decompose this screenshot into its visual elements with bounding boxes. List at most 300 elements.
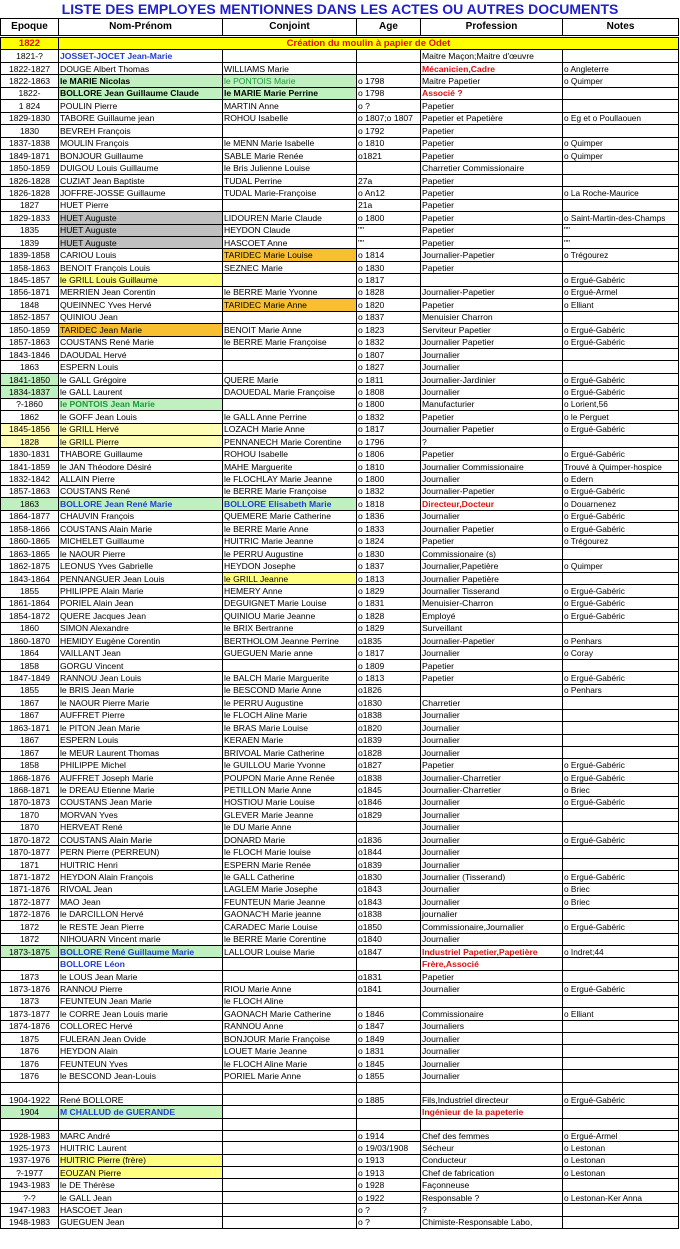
cell-epoque: 1822-1863 bbox=[1, 75, 59, 87]
table-row bbox=[1, 199, 679, 211]
cell-age: o1835 bbox=[357, 635, 421, 647]
cell-epoque: 1947-1983 bbox=[1, 1204, 59, 1216]
cell-conjoint: le DU Marie Anne bbox=[223, 821, 357, 833]
cell-profession: Journalier bbox=[421, 858, 563, 870]
cell-age bbox=[357, 1118, 421, 1130]
cell-epoque: 1858 bbox=[1, 659, 59, 671]
cell-notes bbox=[563, 659, 679, 671]
cell-epoque: 1861-1864 bbox=[1, 597, 59, 609]
cell-profession: Associé ? bbox=[421, 87, 563, 99]
cell-profession: Employé bbox=[421, 610, 563, 622]
cell-notes: o Lestonan-Ker Anna bbox=[563, 1191, 679, 1203]
cell-age: o 1832 bbox=[357, 336, 421, 348]
table-row bbox=[1, 324, 679, 336]
cell-epoque: 1948-1983 bbox=[1, 1216, 59, 1228]
cell-notes bbox=[563, 348, 679, 360]
cell-profession: Journalier (Tisserand) bbox=[421, 871, 563, 883]
cell-nom: PENNANGUER Jean Louis bbox=[59, 572, 223, 584]
cell-nom: TABORE Guillaume jean bbox=[59, 112, 223, 124]
cell-conjoint: le BALCH Marie Marguerite bbox=[223, 672, 357, 684]
cell-age: o 1798 bbox=[357, 87, 421, 99]
cell-conjoint: le PERRU Augustine bbox=[223, 697, 357, 709]
table-row bbox=[1, 1118, 679, 1130]
cell-age bbox=[357, 162, 421, 174]
cell-profession: Mécanicien,Cadre bbox=[421, 62, 563, 74]
cell-conjoint: LOUET Marie Jeanne bbox=[223, 1045, 357, 1057]
cell-epoque: 1843-1864 bbox=[1, 572, 59, 584]
cell-epoque: 1875 bbox=[1, 1033, 59, 1045]
cell-age: o 1823 bbox=[357, 324, 421, 336]
cell-notes: o Quimper bbox=[563, 137, 679, 149]
cell-age: o 1845 bbox=[357, 1057, 421, 1069]
cell-age: o 1824 bbox=[357, 535, 421, 547]
cell-profession: ? bbox=[421, 1204, 563, 1216]
cell-conjoint: BRIVOAL Marie Catherine bbox=[223, 746, 357, 758]
cell-conjoint: le FLOCHLAY Marie Jeanne bbox=[223, 473, 357, 485]
cell-age: "" bbox=[357, 237, 421, 249]
cell-nom: HUET Auguste bbox=[59, 224, 223, 236]
cell-age: o1838 bbox=[357, 709, 421, 721]
table-row bbox=[1, 821, 679, 833]
cell-notes bbox=[563, 908, 679, 920]
cell-nom: le GALL Jean bbox=[59, 1191, 223, 1203]
cell-age: o 1828 bbox=[357, 286, 421, 298]
cell-epoque: 1870 bbox=[1, 821, 59, 833]
cell-profession: Sécheur bbox=[421, 1142, 563, 1154]
cell-conjoint: ROHOU Isabelle bbox=[223, 112, 357, 124]
table-row bbox=[1, 722, 679, 734]
cell-notes bbox=[563, 174, 679, 186]
cell-epoque: 1876 bbox=[1, 1045, 59, 1057]
table-row bbox=[1, 187, 679, 199]
cell-age: o 1827 bbox=[357, 361, 421, 373]
cell-conjoint bbox=[223, 50, 357, 62]
table-row bbox=[1, 622, 679, 634]
cell-epoque bbox=[1, 1082, 59, 1094]
cell-notes bbox=[563, 87, 679, 99]
cell-age: o ? bbox=[357, 100, 421, 112]
table-row bbox=[1, 834, 679, 846]
cell-age: o ? bbox=[357, 1204, 421, 1216]
cell-notes bbox=[563, 809, 679, 821]
cell-nom: BEVREH François bbox=[59, 125, 223, 137]
cell-notes: o Briec bbox=[563, 883, 679, 895]
cell-age: o1846 bbox=[357, 796, 421, 808]
cell-nom: le RESTE Jean Pierre bbox=[59, 921, 223, 933]
table-row bbox=[1, 1204, 679, 1216]
cell-age: o 1836 bbox=[357, 510, 421, 522]
col-header-nom: Nom-Prénom bbox=[59, 19, 223, 37]
cell-nom: MOULIN François bbox=[59, 137, 223, 149]
table-row bbox=[1, 149, 679, 161]
table-row bbox=[1, 809, 679, 821]
cell-notes: o Ergué-Armel bbox=[563, 1131, 679, 1142]
cell-profession: Chef des femmes bbox=[421, 1131, 563, 1142]
cell-conjoint bbox=[223, 274, 357, 286]
cell-age: o 1831 bbox=[357, 1045, 421, 1057]
table-row bbox=[1, 970, 679, 982]
cell-notes: o Lestonan bbox=[563, 1154, 679, 1166]
cell-profession: Chimiste-Responsable Labo, bbox=[421, 1216, 563, 1228]
cell-notes bbox=[563, 958, 679, 970]
cell-notes: o Ergué-Gabéric bbox=[563, 386, 679, 398]
cell-conjoint bbox=[223, 970, 357, 982]
table-row bbox=[1, 162, 679, 174]
cell-epoque: 1827 bbox=[1, 199, 59, 211]
cell-notes: o Ergué-Gabéric bbox=[563, 610, 679, 622]
cell-notes bbox=[563, 125, 679, 137]
cell-conjoint: MAHE Marguerite bbox=[223, 460, 357, 472]
cell-nom: QUINIOU Jean bbox=[59, 311, 223, 323]
cell-notes: o Quimper bbox=[563, 149, 679, 161]
cell-age: o1826 bbox=[357, 684, 421, 696]
table-row bbox=[1, 610, 679, 622]
cell-epoque: 1872-1876 bbox=[1, 908, 59, 920]
cell-nom: le GALL Laurent bbox=[59, 386, 223, 398]
cell-conjoint: DEGUIGNET Marie Louise bbox=[223, 597, 357, 609]
cell-notes: Trouvé à Quimper-hospice bbox=[563, 460, 679, 472]
cell-epoque: 1828 bbox=[1, 436, 59, 448]
cell-epoque: 1858-1863 bbox=[1, 261, 59, 273]
cell-epoque: 1873 bbox=[1, 970, 59, 982]
cell-notes bbox=[563, 697, 679, 709]
cell-conjoint: BERTHOLOM Jeanne Perrine bbox=[223, 635, 357, 647]
cell-nom: ALLAIN Pierre bbox=[59, 473, 223, 485]
cell-epoque: 1873-1876 bbox=[1, 983, 59, 995]
cell-age: o 1810 bbox=[357, 460, 421, 472]
cell-epoque: 1867 bbox=[1, 734, 59, 746]
cell-nom: HASCOET Jean bbox=[59, 1204, 223, 1216]
cell-epoque: 1870-1872 bbox=[1, 834, 59, 846]
table-row bbox=[1, 883, 679, 895]
cell-profession: Papetier bbox=[421, 970, 563, 982]
table-row bbox=[1, 734, 679, 746]
cell-age: o1839 bbox=[357, 734, 421, 746]
cell-profession: Journalier bbox=[421, 846, 563, 858]
cell-conjoint: le FLOCH Aline Marie bbox=[223, 1057, 357, 1069]
cell-conjoint: LOZACH Marie Anne bbox=[223, 423, 357, 435]
table-row bbox=[1, 771, 679, 783]
cell-conjoint: SABLE Marie Renée bbox=[223, 149, 357, 161]
cell-notes: o Edern bbox=[563, 473, 679, 485]
cell-epoque: 1832-1842 bbox=[1, 473, 59, 485]
cell-epoque: 1868-1871 bbox=[1, 784, 59, 796]
cell-profession: Journalier-Papetier bbox=[421, 635, 563, 647]
cell-notes: o Trégourez bbox=[563, 249, 679, 261]
cell-epoque: 1826-1828 bbox=[1, 187, 59, 199]
cell-profession: Papetier bbox=[421, 535, 563, 547]
cell-profession: Journalier bbox=[421, 834, 563, 846]
cell-nom: JOFFRE-JOSSE Guillaume bbox=[59, 187, 223, 199]
cell-notes: o Ergué-Gabéric bbox=[563, 834, 679, 846]
table-row bbox=[1, 921, 679, 933]
cell-profession bbox=[421, 1118, 563, 1130]
cell-epoque: 1943-1983 bbox=[1, 1179, 59, 1191]
table-row bbox=[1, 137, 679, 149]
cell-conjoint: le BERRE Marie Françoise bbox=[223, 336, 357, 348]
cell-notes bbox=[563, 995, 679, 1007]
cell-epoque: 1863 bbox=[1, 361, 59, 373]
cell-profession: Papetier bbox=[421, 174, 563, 186]
table-row bbox=[1, 373, 679, 385]
table-row bbox=[1, 1142, 679, 1154]
cell-epoque: 1873-1875 bbox=[1, 945, 59, 957]
cell-age: o 1807 bbox=[357, 348, 421, 360]
cell-conjoint: GAONACH Marie Catherine bbox=[223, 1008, 357, 1020]
cell-nom: BOLLORE Jean Guillaume Claude bbox=[59, 87, 223, 99]
table-row bbox=[1, 336, 679, 348]
cell-conjoint bbox=[223, 1179, 357, 1191]
cell-age bbox=[357, 1082, 421, 1094]
cell-age: "" bbox=[357, 224, 421, 236]
cell-notes: o Ergué-Gabéric bbox=[563, 373, 679, 385]
table-row bbox=[1, 560, 679, 572]
cell-profession: Journalier bbox=[421, 722, 563, 734]
cell-nom: FEUNTEUN Jean Marie bbox=[59, 995, 223, 1007]
cell-notes: o Ergué-Gabéric bbox=[563, 983, 679, 995]
cell-notes bbox=[563, 821, 679, 833]
cell-profession: Papetier bbox=[421, 137, 563, 149]
cell-epoque: 1 824 bbox=[1, 100, 59, 112]
cell-profession bbox=[421, 1082, 563, 1094]
cell-conjoint: MARTIN Anne bbox=[223, 100, 357, 112]
table-row bbox=[1, 498, 679, 510]
cell-profession: Journalier Papetière bbox=[421, 572, 563, 584]
cell-notes: o Quimper bbox=[563, 75, 679, 87]
cell-notes bbox=[563, 572, 679, 584]
cell-nom: le GRILL Hervé bbox=[59, 423, 223, 435]
cell-age: o 1829 bbox=[357, 585, 421, 597]
cell-epoque: 1867 bbox=[1, 746, 59, 758]
cell-conjoint: le GRILL Jeanne bbox=[223, 572, 357, 584]
cell-conjoint: le PONTOIS Marie bbox=[223, 75, 357, 87]
banner-row bbox=[1, 37, 679, 50]
cell-notes bbox=[563, 311, 679, 323]
cell-conjoint bbox=[223, 1082, 357, 1094]
cell-profession: Journalier-Charretier bbox=[421, 784, 563, 796]
cell-nom: le PITON Jean Marie bbox=[59, 722, 223, 734]
cell-epoque: 1858 bbox=[1, 759, 59, 771]
cell-notes bbox=[563, 261, 679, 273]
cell-epoque: 1822-1827 bbox=[1, 62, 59, 74]
col-header-notes: Notes bbox=[563, 19, 679, 37]
cell-epoque: 1850-1859 bbox=[1, 324, 59, 336]
cell-profession: Papetier bbox=[421, 224, 563, 236]
cell-age: o1827 bbox=[357, 759, 421, 771]
cell-epoque: 1864 bbox=[1, 647, 59, 659]
cell-nom: COUSTANS Alain Marie bbox=[59, 523, 223, 535]
cell-nom: HERVEAT René bbox=[59, 821, 223, 833]
cell-notes: o Briec bbox=[563, 784, 679, 796]
cell-epoque: 1829-1830 bbox=[1, 112, 59, 124]
cell-nom: PHILIPPE Michel bbox=[59, 759, 223, 771]
cell-nom: BOLLORE René Guillaume Marie bbox=[59, 945, 223, 957]
cell-epoque: 1874-1876 bbox=[1, 1020, 59, 1032]
cell-age: o 1855 bbox=[357, 1070, 421, 1082]
cell-conjoint: CARADEC Marie Louise bbox=[223, 921, 357, 933]
cell-nom: MAO Jean bbox=[59, 896, 223, 908]
cell-conjoint: QUEMERE Marie Catherine bbox=[223, 510, 357, 522]
cell-nom: RANNOU Jean Louis bbox=[59, 672, 223, 684]
table-row bbox=[1, 908, 679, 920]
cell-profession: Papetier bbox=[421, 411, 563, 423]
cell-conjoint: TARIDEC Marie Louise bbox=[223, 249, 357, 261]
table-row bbox=[1, 709, 679, 721]
cell-age: o1839 bbox=[357, 858, 421, 870]
cell-epoque: 1856-1871 bbox=[1, 286, 59, 298]
cell-age: o ? bbox=[357, 1216, 421, 1228]
cell-epoque: 1849-1871 bbox=[1, 149, 59, 161]
cell-nom: le LOUS Jean Marie bbox=[59, 970, 223, 982]
cell-notes: o Coray bbox=[563, 647, 679, 659]
table-row bbox=[1, 896, 679, 908]
cell-profession: Maitre Maçon;Maitre d'œuvre bbox=[421, 50, 563, 62]
cell-epoque: 1852-1857 bbox=[1, 311, 59, 323]
table-row bbox=[1, 672, 679, 684]
cell-age: 27a bbox=[357, 174, 421, 186]
cell-nom: MORVAN Yves bbox=[59, 809, 223, 821]
cell-nom bbox=[59, 1082, 223, 1094]
cell-conjoint: BENOIT Marie Anne bbox=[223, 324, 357, 336]
cell-nom: ESPERN Louis bbox=[59, 361, 223, 373]
cell-notes: o le Perguet bbox=[563, 411, 679, 423]
cell-profession: Papetier bbox=[421, 659, 563, 671]
cell-profession: Maitre Papetier bbox=[421, 75, 563, 87]
cell-conjoint: GLEVER Marie Jeanne bbox=[223, 809, 357, 821]
table-row bbox=[1, 572, 679, 584]
cell-age: o 1800 bbox=[357, 398, 421, 410]
cell-notes bbox=[563, 970, 679, 982]
cell-profession: Papetier bbox=[421, 149, 563, 161]
table-row bbox=[1, 286, 679, 298]
cell-conjoint bbox=[223, 1106, 357, 1118]
cell-epoque: 1843-1846 bbox=[1, 348, 59, 360]
cell-profession bbox=[421, 995, 563, 1007]
cell-nom: NIHOUARN Vincent marie bbox=[59, 933, 223, 945]
cell-notes bbox=[563, 1118, 679, 1130]
cell-profession: Journalier,Papetière bbox=[421, 560, 563, 572]
cell-epoque: 1871-1876 bbox=[1, 883, 59, 895]
cell-epoque: 1839-1858 bbox=[1, 249, 59, 261]
cell-profession: Journalier bbox=[421, 809, 563, 821]
cell-profession: Journalier Commissionaire bbox=[421, 460, 563, 472]
cell-profession: Directeur,Docteur bbox=[421, 498, 563, 510]
cell-age: o 1913 bbox=[357, 1154, 421, 1166]
table-row bbox=[1, 299, 679, 311]
cell-notes: o Ergué-Gabéric bbox=[563, 523, 679, 535]
cell-nom: QUEINNEC Yves Hervé bbox=[59, 299, 223, 311]
cell-conjoint: ESPERN Marie Renée bbox=[223, 858, 357, 870]
table-row bbox=[1, 448, 679, 460]
cell-epoque bbox=[1, 958, 59, 970]
cell-profession: Papetier bbox=[421, 125, 563, 137]
table-row bbox=[1, 945, 679, 957]
cell-profession: Menuisier Charron bbox=[421, 311, 563, 323]
cell-profession: Manufacturier bbox=[421, 398, 563, 410]
cell-age: o1845 bbox=[357, 784, 421, 796]
table-row bbox=[1, 398, 679, 410]
cell-profession: Papetier bbox=[421, 261, 563, 273]
cell-nom: le DE Thérèse bbox=[59, 1179, 223, 1191]
table-row bbox=[1, 411, 679, 423]
cell-notes bbox=[563, 1106, 679, 1118]
cell-notes: o Lestonan bbox=[563, 1166, 679, 1178]
cell-conjoint: RIOU Marie Anne bbox=[223, 983, 357, 995]
cell-notes: o La Roche-Maurice bbox=[563, 187, 679, 199]
cell-profession: Journalier bbox=[421, 1070, 563, 1082]
table-row bbox=[1, 547, 679, 559]
cell-age: o 1817 bbox=[357, 423, 421, 435]
cell-age: o 1922 bbox=[357, 1191, 421, 1203]
cell-age bbox=[357, 958, 421, 970]
cell-profession: Journalier bbox=[421, 796, 563, 808]
cell-notes bbox=[563, 199, 679, 211]
table-row bbox=[1, 1057, 679, 1069]
cell-epoque: 1871 bbox=[1, 858, 59, 870]
cell-conjoint: BONJOUR Marie Françoise bbox=[223, 1033, 357, 1045]
table-row bbox=[1, 535, 679, 547]
cell-conjoint: DONARD Marie bbox=[223, 834, 357, 846]
cell-nom: le DREAU Etienne Marie bbox=[59, 784, 223, 796]
cell-conjoint: le BESCOND Marie Anne bbox=[223, 684, 357, 696]
cell-conjoint: POUPON Marie Anne Renée bbox=[223, 771, 357, 783]
cell-notes: o Trégourez bbox=[563, 535, 679, 547]
cell-epoque: 1867 bbox=[1, 697, 59, 709]
cell-nom: LEONUS Yves Gabrielle bbox=[59, 560, 223, 572]
table-row bbox=[1, 1191, 679, 1203]
cell-conjoint bbox=[223, 1118, 357, 1130]
cell-epoque: 1870-1873 bbox=[1, 796, 59, 808]
cell-nom: le NAOUR Pierre bbox=[59, 547, 223, 559]
cell-conjoint bbox=[223, 311, 357, 323]
banner-text: Création du moulin à papier de Odet bbox=[59, 37, 679, 50]
cell-profession: Journalier bbox=[421, 933, 563, 945]
cell-conjoint bbox=[223, 199, 357, 211]
cell-conjoint: PORIEL Marie Anne bbox=[223, 1070, 357, 1082]
cell-age: o 1837 bbox=[357, 311, 421, 323]
cell-notes bbox=[563, 1020, 679, 1032]
cell-age: o1844 bbox=[357, 846, 421, 858]
cell-profession: Commissionaire bbox=[421, 1008, 563, 1020]
cell-profession: Journalier Tisserand bbox=[421, 585, 563, 597]
cell-epoque: 1860 bbox=[1, 622, 59, 634]
cell-nom: VAILLANT Jean bbox=[59, 647, 223, 659]
table-row bbox=[1, 436, 679, 448]
cell-nom: HUET Auguste bbox=[59, 237, 223, 249]
cell-notes: o Quimper bbox=[563, 560, 679, 572]
cell-notes: o Ergué-Gabéric bbox=[563, 324, 679, 336]
cell-age: o 1813 bbox=[357, 672, 421, 684]
cell-age: o An12 bbox=[357, 187, 421, 199]
cell-age: o 1828 bbox=[357, 610, 421, 622]
cell-conjoint bbox=[223, 398, 357, 410]
cell-age: o1847 bbox=[357, 945, 421, 957]
cell-nom: le GRILL Louis Guillaume bbox=[59, 274, 223, 286]
cell-profession: Journalier-Jardinier bbox=[421, 373, 563, 385]
cell-notes bbox=[563, 933, 679, 945]
cell-age: o 1928 bbox=[357, 1179, 421, 1191]
cell-age: o 1814 bbox=[357, 249, 421, 261]
cell-epoque: 1834-1837 bbox=[1, 386, 59, 398]
employee-table bbox=[0, 18, 679, 1229]
cell-age: o 1796 bbox=[357, 436, 421, 448]
cell-profession: Papetier bbox=[421, 237, 563, 249]
cell-epoque: 1867 bbox=[1, 709, 59, 721]
cell-profession: Papetier bbox=[421, 759, 563, 771]
cell-notes bbox=[563, 162, 679, 174]
table-row bbox=[1, 1131, 679, 1142]
cell-conjoint: le MENN Marie Isabelle bbox=[223, 137, 357, 149]
